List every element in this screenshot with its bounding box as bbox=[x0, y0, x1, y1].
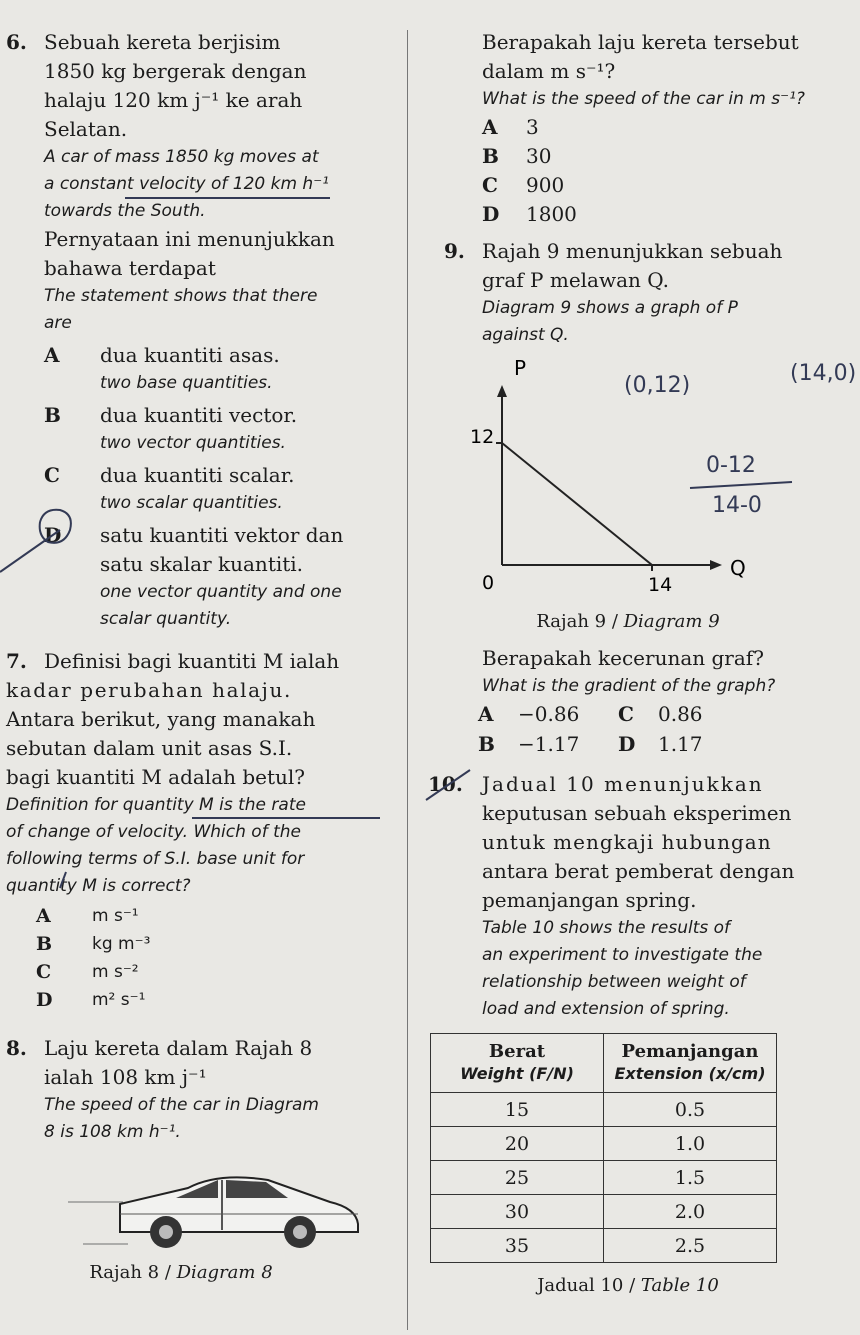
q8-text-en-1: The speed of the car in Diagram bbox=[44, 1095, 319, 1115]
column-header-extension: Pemanjangan Extension (x/cm) bbox=[604, 1034, 777, 1093]
option-text-ms: dua kuantiti scalar. bbox=[100, 463, 295, 487]
option-letter: A bbox=[44, 343, 60, 367]
table-row bbox=[431, 1127, 777, 1161]
y-tick-label: 12 bbox=[470, 426, 495, 448]
table-cell: 30 bbox=[431, 1195, 604, 1229]
q8-options bbox=[482, 113, 853, 229]
q7-text-ms-2: kadar perubahan halaju. bbox=[6, 678, 292, 702]
q6-option-b[interactable] bbox=[44, 401, 398, 457]
q8-option-c[interactable]: C 900 bbox=[482, 173, 565, 197]
q9-option-d[interactable]: D 1.17 bbox=[618, 732, 703, 756]
graph-9 bbox=[452, 353, 853, 623]
table-cell: 0.5 bbox=[604, 1093, 777, 1127]
question-8 bbox=[6, 1034, 398, 1146]
option-text-en: two base quantities. bbox=[100, 373, 273, 393]
option-text-en: two vector quantities. bbox=[100, 433, 286, 453]
q7-option-a[interactable] bbox=[36, 902, 398, 930]
q6-stmt-ms-2: bahawa terdapat bbox=[44, 256, 216, 280]
car-illustration bbox=[68, 1166, 398, 1256]
q7-option-c[interactable] bbox=[36, 958, 398, 986]
option-text-ms: dua kuantiti asas. bbox=[100, 343, 280, 367]
option-text-en: scalar quantity. bbox=[100, 609, 232, 629]
q10-text-ms-1: Jadual 10 menunjukkan bbox=[482, 772, 764, 796]
q9-option-b[interactable]: B −1.17 bbox=[478, 732, 580, 756]
q7-text-en-1: Definition for quantity M is the rate bbox=[6, 795, 306, 815]
q10-text-ms-5: pemanjangan spring. bbox=[482, 888, 697, 912]
q7-text-en-4: quantity M is correct? bbox=[6, 876, 191, 896]
table-10 bbox=[430, 1033, 777, 1263]
table-10-caption: Jadual 10 / Table 10 bbox=[537, 1275, 719, 1296]
q8-option-d[interactable]: D 1800 bbox=[482, 202, 577, 226]
option-letter: D bbox=[44, 523, 62, 547]
question-9 bbox=[444, 237, 853, 349]
option-letter: C bbox=[36, 961, 52, 983]
q9-question-en: What is the gradient of the graph? bbox=[482, 676, 776, 696]
q6-option-c[interactable] bbox=[44, 461, 398, 517]
question-10 bbox=[428, 770, 853, 1023]
q7-text-ms-1: Definisi bagi kuantiti M ialah bbox=[44, 649, 340, 673]
question-number: 7. bbox=[6, 649, 27, 673]
option-text-ms: satu kuantiti vektor dan bbox=[100, 523, 344, 547]
table-header-row bbox=[431, 1034, 777, 1093]
table-cell: 15 bbox=[431, 1093, 604, 1127]
question-7 bbox=[6, 647, 398, 676]
x-tick-label: 14 bbox=[648, 574, 673, 596]
question-number: 9. bbox=[444, 239, 465, 263]
option-text-en: two scalar quantities. bbox=[100, 493, 283, 513]
q6-text-ms-2: 1850 kg bergerak dengan bbox=[44, 59, 307, 83]
q6-stmt-en-1: The statement shows that there bbox=[44, 286, 318, 306]
table-cell: 35 bbox=[431, 1229, 604, 1263]
option-text: m² s⁻¹ bbox=[92, 990, 146, 1010]
option-text-ms: satu skalar kuantiti. bbox=[100, 552, 304, 576]
q10-text-ms-4: antara berat pemberat dengan bbox=[482, 859, 795, 883]
q8-question-ms-1: Berapakah laju kereta tersebut bbox=[482, 30, 799, 54]
q6-option-a[interactable] bbox=[44, 341, 398, 397]
right-column bbox=[428, 28, 853, 1296]
handwritten-point-1: (0,12) bbox=[624, 373, 691, 398]
option-text-ms: dua kuantiti vector. bbox=[100, 403, 298, 427]
diagram-9-caption: Rajah 9 / Diagram 9 bbox=[536, 611, 720, 632]
option-letter: D bbox=[36, 989, 53, 1011]
q6-text-en-1: A car of mass 1850 kg moves at bbox=[44, 147, 319, 167]
q9-text-en-2: against Q. bbox=[482, 325, 569, 345]
table-row bbox=[431, 1161, 777, 1195]
q8-text-en-2: 8 is 108 km h⁻¹. bbox=[44, 1122, 181, 1142]
q7-text-ms-4: sebutan dalam unit asas S.I. bbox=[6, 736, 293, 760]
handwritten-denominator: 14-0 bbox=[712, 493, 762, 518]
option-text: m s⁻¹ bbox=[92, 906, 139, 926]
table-cell: 20 bbox=[431, 1127, 604, 1161]
q10-text-ms-3: untuk mengkaji hubungan bbox=[482, 830, 772, 854]
table-cell: 2.0 bbox=[604, 1195, 777, 1229]
option-letter: B bbox=[36, 933, 53, 955]
q8-question-ms-2: dalam m s⁻¹? bbox=[482, 59, 616, 83]
q10-text-en-3: relationship between weight of bbox=[482, 972, 746, 992]
option-letter: B bbox=[44, 403, 61, 427]
table-row bbox=[431, 1093, 777, 1127]
option-letter: C bbox=[44, 463, 60, 487]
table-row bbox=[431, 1195, 777, 1229]
q6-text-ms-4: Selatan. bbox=[44, 117, 128, 141]
graph-9-plot bbox=[452, 353, 752, 623]
table-cell: 1.5 bbox=[604, 1161, 777, 1195]
q6-text-ms-3: halaju 120 km j⁻¹ ke arah bbox=[44, 88, 303, 112]
q9-text-ms-2: graf P melawan Q. bbox=[482, 268, 670, 292]
table-row bbox=[431, 1229, 777, 1263]
table-cell: 2.5 bbox=[604, 1229, 777, 1263]
option-letter: A bbox=[36, 905, 51, 927]
question-number: 10. bbox=[428, 772, 463, 796]
question-number: 8. bbox=[6, 1036, 27, 1060]
q7-text-ms-3: Antara berikut, yang manakah bbox=[6, 707, 316, 731]
q9-question-ms: Berapakah kecerunan graf? bbox=[482, 646, 764, 670]
origin-label: 0 bbox=[482, 572, 495, 594]
q10-text-en-4: load and extension of spring. bbox=[482, 999, 730, 1019]
q9-text-en-1: Diagram 9 shows a graph of P bbox=[482, 298, 738, 318]
q6-option-d[interactable] bbox=[44, 521, 398, 633]
handwritten-point-2: (14,0) bbox=[790, 361, 857, 386]
q10-text-en-1: Table 10 shows the results of bbox=[482, 918, 731, 938]
y-axis-arrow bbox=[497, 385, 507, 397]
q7-option-b[interactable] bbox=[36, 930, 398, 958]
diagram-8-caption: Rajah 8 / Diagram 8 bbox=[89, 1262, 273, 1283]
car-icon bbox=[68, 1166, 368, 1256]
x-axis-arrow bbox=[710, 560, 722, 570]
handwritten-numerator: 0-12 bbox=[706, 453, 756, 478]
q7-text-ms-5: bagi kuantiti M adalah betul? bbox=[6, 765, 306, 789]
column-divider bbox=[407, 30, 408, 1330]
q9-text-ms-1: Rajah 9 menunjukkan sebuah bbox=[482, 239, 783, 263]
q10-text-en-2: an experiment to investigate the bbox=[482, 945, 763, 965]
q6-text-en-2: a constant velocity of 120 km h⁻¹ bbox=[44, 174, 329, 194]
q8-text-ms-2: ialah 108 km j⁻¹ bbox=[44, 1065, 207, 1089]
q9-option-c[interactable]: C 0.86 bbox=[618, 702, 703, 726]
x-axis-label: Q bbox=[730, 556, 746, 580]
left-column bbox=[6, 28, 398, 1283]
q7-text-en-2: of change of velocity. Which of the bbox=[6, 822, 301, 842]
q10-text-ms-2: keputusan sebuah eksperimen bbox=[482, 801, 792, 825]
q9-options bbox=[478, 700, 853, 758]
table-cell: 1.0 bbox=[604, 1127, 777, 1161]
q9-option-a[interactable]: A −0.86 bbox=[478, 702, 580, 726]
q8-text-ms-1: Laju kereta dalam Rajah 8 bbox=[44, 1036, 313, 1060]
table-cell: 25 bbox=[431, 1161, 604, 1195]
q6-text-ms-1: Sebuah kereta berjisim bbox=[44, 30, 281, 54]
q8-option-a[interactable]: A 3 bbox=[482, 115, 539, 139]
q7-text-en-3: following terms of S.I. base unit for bbox=[6, 849, 305, 869]
q6-stmt-ms-1: Pernyataan ini menunjukkan bbox=[44, 227, 335, 251]
q7-option-d[interactable] bbox=[36, 986, 398, 1014]
option-text-en: one vector quantity and one bbox=[100, 582, 342, 602]
q6-stmt-en-2: are bbox=[44, 313, 72, 333]
option-text: m s⁻² bbox=[92, 962, 139, 982]
q8-question-en: What is the speed of the car in m s⁻¹? bbox=[482, 89, 805, 109]
q6-text-en-3: towards the South. bbox=[44, 201, 206, 221]
question-number: 6. bbox=[6, 30, 27, 54]
y-axis-label: P bbox=[514, 356, 527, 380]
question-6 bbox=[6, 28, 398, 337]
option-text: kg m⁻³ bbox=[92, 934, 151, 954]
graph-line bbox=[502, 443, 652, 565]
column-header-weight: Berat Weight (F/N) bbox=[431, 1034, 604, 1093]
q8-option-b[interactable]: B 30 bbox=[482, 144, 552, 168]
